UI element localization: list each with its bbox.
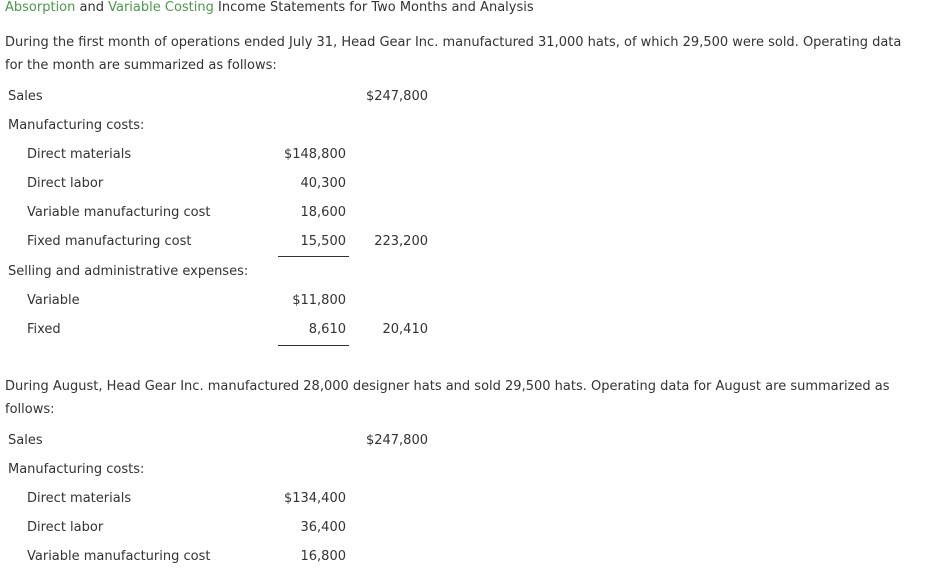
august-mfg-heading [0, 462, 930, 482]
august-sales-row [0, 433, 930, 453]
direct-labor-label: Direct labor [27, 176, 104, 191]
table-row [0, 549, 930, 569]
variable-mfg-cost-label: Variable manufacturing cost [27, 205, 211, 220]
august-intro: During August, Head Gear Inc. manufactured 28,000 designer hats and sold 29,500 hats. Operating data for August are summarized as follows: [5, 379, 890, 417]
direct-labor-label: Direct labor [27, 520, 104, 535]
sales-label: Sales [8, 433, 43, 448]
variable-mfg-cost-value: 18,600 [300, 205, 346, 220]
direct-materials-label: Direct materials [27, 147, 132, 162]
sales-label: Sales [8, 89, 43, 104]
title-connector: and [75, 0, 109, 15]
sales-value: $247,800 [365, 89, 428, 104]
direct-materials-label: Direct materials [27, 491, 132, 506]
table-row [0, 520, 930, 540]
table-row [0, 205, 930, 225]
sa-variable-value: $11,800 [292, 293, 346, 308]
sa-underline [278, 345, 349, 346]
title-rest: Income Statements for Two Months and Analysis [213, 0, 534, 15]
variable-costing-link[interactable]: Variable Costing [108, 0, 214, 15]
variable-mfg-cost-value: 16,800 [300, 549, 346, 564]
fixed-mfg-cost-value: 15,500 [300, 234, 346, 249]
sa-expenses-label: Selling and administrative expenses: [8, 264, 249, 279]
mfg-costs-label: Manufacturing costs: [8, 118, 145, 133]
mfg-costs-label: Manufacturing costs: [8, 462, 145, 477]
table-row [0, 322, 930, 342]
july-mfg-heading [0, 118, 930, 138]
mfg-total-value: 223,200 [374, 234, 428, 249]
table-row [0, 147, 930, 167]
july-sa-heading [0, 264, 930, 284]
absorption-link[interactable]: Absorption [5, 0, 76, 15]
variable-mfg-cost-label: Variable manufacturing cost [27, 549, 211, 564]
july-sales-row [0, 89, 930, 109]
direct-labor-value: 40,300 [300, 176, 346, 191]
sa-total-value: 20,410 [382, 322, 428, 337]
sa-fixed-label: Fixed [27, 322, 61, 337]
table-row [0, 176, 930, 196]
july-intro: During the first month of operations ended July 31, Head Gear Inc. manufactured 31,000 hats, of which 29,500 were sold. Operating data for the month are summarized as follows: [5, 35, 902, 73]
page-title [5, 0, 534, 15]
fixed-mfg-cost-label: Fixed manufacturing cost [27, 234, 192, 249]
direct-materials-value: $148,800 [283, 147, 346, 162]
table-row [0, 234, 930, 254]
sa-variable-label: Variable [27, 293, 80, 308]
direct-labor-value: 36,400 [300, 520, 346, 535]
mfg-underline [278, 256, 349, 257]
direct-materials-value: $134,400 [283, 491, 346, 506]
table-row [0, 491, 930, 511]
sa-fixed-value: 8,610 [308, 322, 346, 337]
table-row [0, 293, 930, 313]
sales-value: $247,800 [365, 433, 428, 448]
